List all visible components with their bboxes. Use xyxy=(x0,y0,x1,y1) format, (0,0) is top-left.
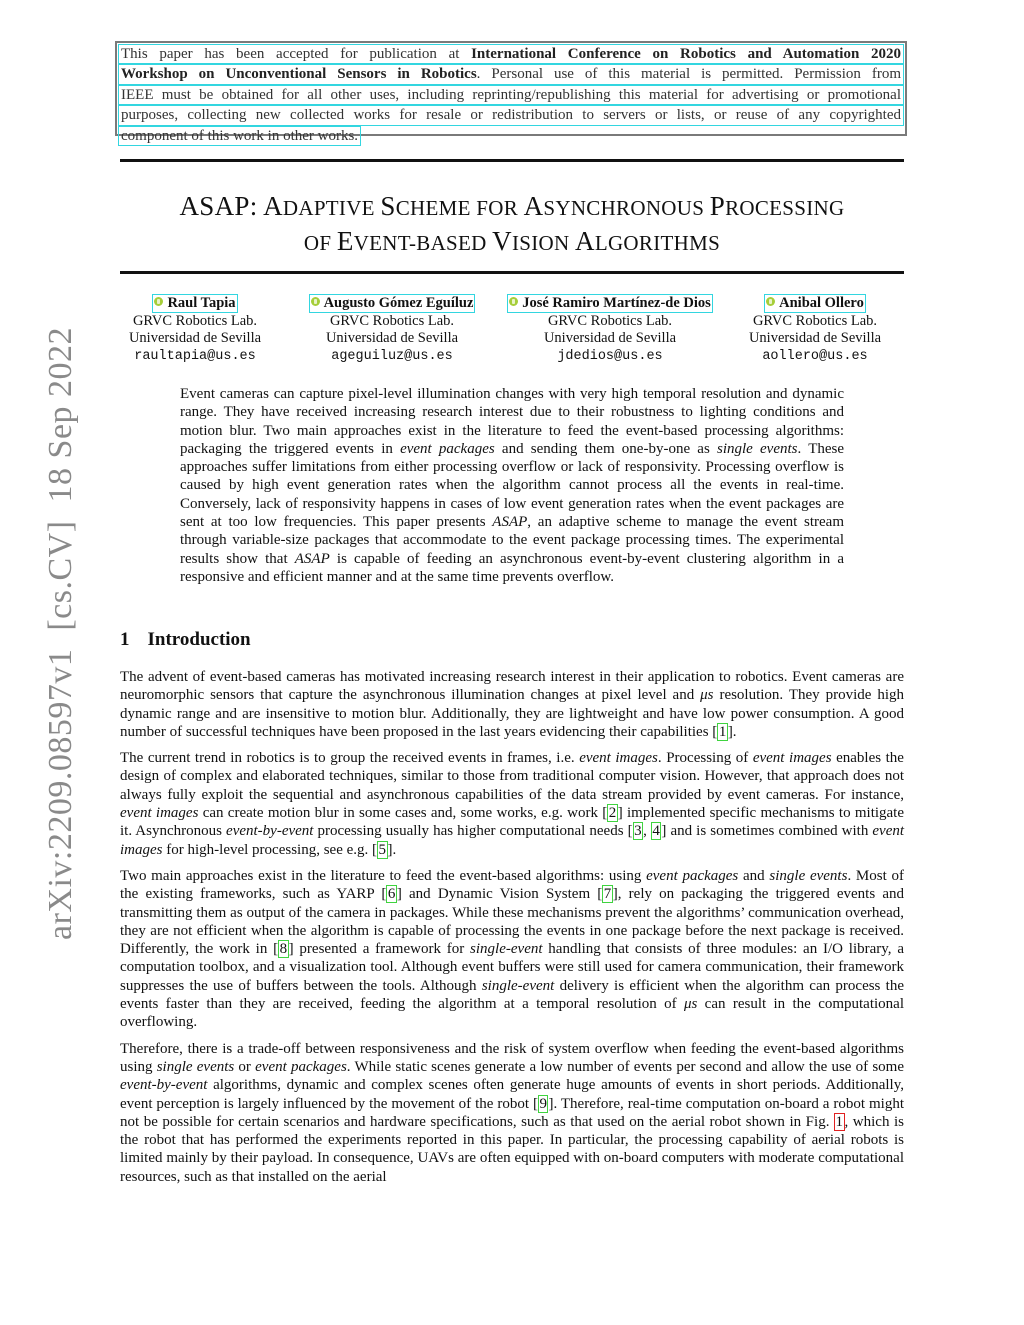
paragraph: Two main approaches exist in the literature to feed the event-based algorithms: using event packages and single events. Most of the existing frameworks, such as YARP [ 6 ] and Dynamic Vision System [ 7 ], rely on packaging the triggered events and transmitting them as output of the camera in packages. While these mechanisms prevent the algorithms’ communication overhead, they are not efficient when the algorithm is capable of processing the events in one package before the next package is received. Differently, the work in [ 8 ] presented a framework for single-event handling that consists of three modules: an I/O library, a computation toolbox, and a visualization tool. Although event buffers were still used for camera communication, their framework suppresses the use of buffers between the tools. Although single-event delivery is efficient when the algorithm can process the events faster than they are received, feeding the algorithm at a temporal resolution of μs can result in the computational overflowing. xyxy=(120,867,905,1031)
author-card xyxy=(120,294,270,365)
arxiv-category: [cs.CV] xyxy=(42,520,79,631)
arxiv-id: arXiv:2209.08597v1 xyxy=(42,648,79,940)
section-heading xyxy=(120,629,251,651)
title-bottom-rule xyxy=(120,271,904,274)
author-email: raultapia@us.es xyxy=(134,349,256,364)
author-university: Universidad de Sevilla xyxy=(325,330,459,346)
abstract: Event cameras can capture pixel-level illumination changes with very high temporal resolution and dynamic range. They have received increasing research interest due to their robustness to lighting conditions and motion blur. Two main approaches exist in the literature to feed the event-based processing algorithms: packaging the triggered events in event packages and sending them one-by-one as single events. These approaches suffer limitations from either processing overflow or lack of responsivity. Processing overflow is caused by high event generation rates when the algorithm cannot process all the events in real-time. Conversely, lack of responsivity happens in cases of low event generation rates when the event packages are sent at too low frequencies. This paper presents ASAP, an adaptive scheme to manage the event stream through variable-size packages that accommodate to the event package processing times. The experimental results show that ASAP is capable of feeding an asynchronous event-by-event clustering algorithm in a responsive and efficient manner and at the same time prevents overflow. xyxy=(180,386,845,585)
citation-link[interactable]: 9 xyxy=(539,1095,547,1112)
title-line-1: ASAP: ADAPTIVE SCHEME FOR ASYNCHRONOUS PROCESSING xyxy=(179,191,845,221)
notice-link-line[interactable]: IEEE must be obtained for all other uses, including reprinting/republishing this material for advertising or promotional xyxy=(118,85,904,105)
notice-link-line[interactable]: purposes, collecting new collected works for resale or redistribution to servers or lists, or reuse of any copyrighted xyxy=(118,105,904,125)
author-lab: GRVC Robotics Lab. xyxy=(752,313,878,329)
citation-link[interactable]: 7 xyxy=(603,886,612,903)
author-university: Universidad de Sevilla xyxy=(128,330,262,346)
author-card xyxy=(740,294,890,365)
citation-link[interactable]: 2 xyxy=(608,805,617,822)
author-university: Universidad de Sevilla xyxy=(748,330,882,346)
title-line-2: OF EVENT-BASED VISION ALGORITHMS xyxy=(303,226,721,256)
citation-link[interactable]: 3 xyxy=(634,823,642,840)
title-top-rule xyxy=(120,159,904,162)
citation-link[interactable]: 8 xyxy=(279,941,288,958)
citation-link[interactable]: 6 xyxy=(387,886,396,903)
notice-link-line[interactable]: Workshop on Unconventional Sensors in Robotics. Personal use of this material is permitted. Permission from xyxy=(118,64,904,84)
author-lab: GRVC Robotics Lab. xyxy=(547,313,673,329)
author-name-link[interactable]: Augusto Gómez Eguíluz xyxy=(309,294,476,313)
author-email: aollero@us.es xyxy=(762,349,868,364)
section-number: 1 xyxy=(120,629,130,650)
paragraph: The advent of event-based cameras has motivated increasing research interest in their application to robotics. Event cameras are neuromorphic sensors that capture the asynchronous illumination changes at pixel level and μs resolution. They provide high dynamic range and are insensitive to motion blur. Additionally, they are lightweight and have low power consumption. A good number of successful techniques have been proposed in the last years evidencing their capabilities [ 1 ]. xyxy=(120,669,905,740)
paper-title xyxy=(110,190,914,260)
citation-link[interactable]: 4 xyxy=(652,823,660,840)
paragraph: The current trend in robotics is to group the received events in frames, i.e. event images. Processing of event images enables the design of complex and elaborated techniques, similar to those from traditional computer vision. However, that approach does not always fully exploit the sequential and asynchronous capabilities of the data stream provided by event cameras. For instance, event images can create motion blur in some cases and, some works, e.g. work [ 2 ] implemented specific mechanisms to mitigate it. Asynchronous event-by-event processing usually has higher computational needs [ 3 , 4 ] and is sometimes combined with event images for high-level processing, see e.g. [ 5 ]. xyxy=(120,750,905,858)
author-name-link[interactable]: Raul Tapia xyxy=(152,294,237,313)
author-block xyxy=(120,294,910,364)
section-title: Introduction xyxy=(147,629,251,650)
author-lab: GRVC Robotics Lab. xyxy=(132,313,258,329)
author-name-link[interactable]: Anibal Ollero xyxy=(764,294,866,313)
copyright-notice xyxy=(115,41,907,144)
author-university: Universidad de Sevilla xyxy=(543,330,677,346)
figure-ref-link[interactable]: 1 xyxy=(835,1113,843,1130)
orcid-icon[interactable] xyxy=(154,297,163,306)
notice-link-line[interactable]: component of this work in other works. xyxy=(118,126,361,146)
orcid-icon[interactable] xyxy=(766,297,775,306)
orcid-icon[interactable] xyxy=(509,297,518,306)
citation-link[interactable]: 1 xyxy=(718,723,727,740)
arxiv-stamp xyxy=(42,327,80,940)
author-email: ageguiluz@us.es xyxy=(331,349,453,364)
author-card xyxy=(500,294,720,365)
author-card xyxy=(302,294,482,365)
citation-link[interactable]: 5 xyxy=(378,841,387,858)
paragraph: Therefore, there is a trade-off between responsiveness and the risk of system overflow when feeding the event-based algorithms using single events or event packages. While static scenes generate a low number of events per second and allow the use of some event-by-event algorithms, dynamic and complex scenes often generate huge amounts of events in short periods. Additionally, event perception is largely influenced by the movement of the robot [ 9 ]. Therefore, real-time computation on-board a robot might not be possible for certain scenarios and hardware specifications, such as that used on the aerial robot shown in Fig. 1 , which is the robot that has performed the experiments reported in this paper. In particular, the processing capability of aerial robots is limited mainly by their payload. In consequence, UAVs are often equipped with on-board computers with moderate computational resources, such as that installed on the aerial xyxy=(120,1040,905,1185)
workshop-name: Workshop on Unconventional Sensors in Robotics xyxy=(121,66,477,83)
conference-name: International Conference on Robotics and Automation 2020 xyxy=(471,46,901,62)
author-email: jdedios@us.es xyxy=(557,349,663,364)
orcid-icon[interactable] xyxy=(311,297,320,306)
arxiv-date: 18 Sep 2022 xyxy=(42,326,79,503)
notice-link-line[interactable]: This paper has been accepted for publication at International Conference on Robotics and Automation 2020 xyxy=(118,44,904,64)
author-name-link[interactable]: José Ramiro Martínez-de Dios xyxy=(507,294,713,313)
author-lab: GRVC Robotics Lab. xyxy=(329,313,455,329)
body-text xyxy=(120,668,904,1194)
